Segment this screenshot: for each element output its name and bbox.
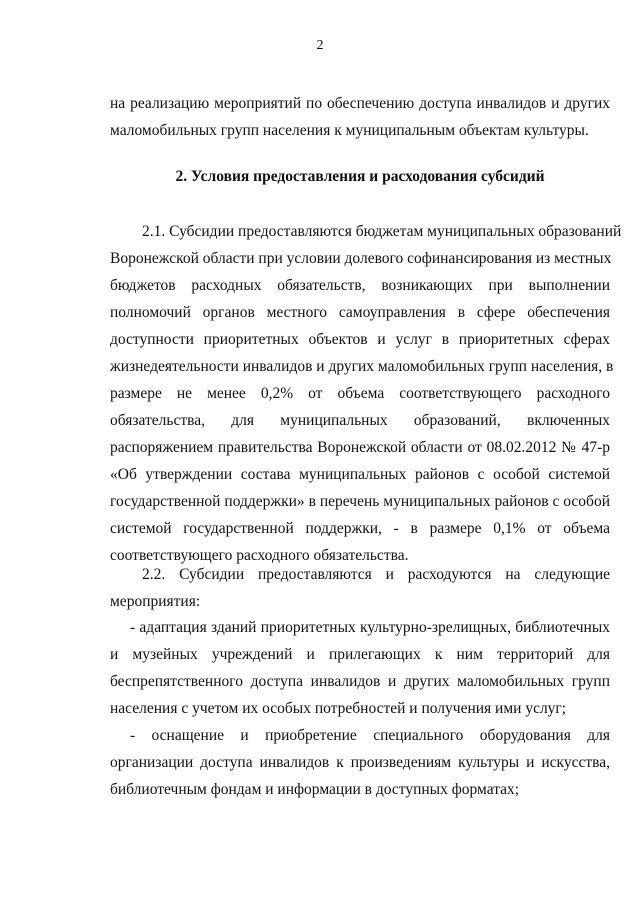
list-item-adaptation bbox=[110, 614, 610, 722]
text-line: библиотечным фондам и информации в доступных форматах; bbox=[110, 781, 520, 798]
text-line: доступности приоритетных объектов и услуг в приоритетных сферах bbox=[110, 331, 610, 348]
intro-paragraph bbox=[110, 90, 610, 144]
text-line: государственной поддержки» в перечень муниципальных районов с особой bbox=[110, 493, 610, 510]
text-line: - адаптация зданий приоритетных культурно-зрелищных, библиотечных bbox=[130, 619, 610, 636]
paragraph-2-1 bbox=[110, 218, 622, 569]
text-line: населения с учетом их особых потребностей и получения ими услуг; bbox=[110, 700, 567, 717]
text-line: размере не менее 0,2% от объема соответствующего расходного bbox=[110, 385, 610, 402]
text-line: соответствующего расходного обязательства. bbox=[110, 547, 409, 564]
text-line: - оснащение и приобретение специального оборудования для bbox=[130, 727, 610, 744]
text-line: маломобильных групп населения к муниципальным объектам культуры. bbox=[110, 122, 589, 139]
text-line: «Об утверждении состава муниципальных районов с особой системой bbox=[110, 466, 610, 483]
section-heading: 2. Условия предоставления и расходования субсидий bbox=[175, 168, 545, 185]
text-line: 2.1. Субсидии предоставляются бюджетам муниципальных образований bbox=[142, 223, 622, 240]
text-line: и музейных учреждений и прилегающих к ним территорий для bbox=[110, 646, 610, 663]
text-line: беспрепятственного доступа инвалидов и других маломобильных групп bbox=[110, 673, 610, 690]
text-line: Воронежской области при условии долевого софинансирования из местных bbox=[110, 250, 612, 267]
paragraph-2-2 bbox=[110, 561, 610, 615]
text-line: мероприятия: bbox=[110, 593, 201, 610]
text-line: на реализацию мероприятий по обеспечению доступа инвалидов и других bbox=[110, 95, 610, 112]
list-item-equipment bbox=[110, 722, 610, 803]
text-line: системой государственной поддержки, - в размере 0,1% от объема bbox=[110, 520, 610, 537]
text-line: распоряжением правительства Воронежской области от 08.02.2012 № 47-р bbox=[110, 439, 610, 456]
text-line: жизнедеятельности инвалидов и других маломобильных групп населения, в bbox=[110, 358, 614, 375]
text-line: организации доступа инвалидов к произведениям культуры и искусства, bbox=[110, 754, 610, 771]
page-number: 2 bbox=[316, 38, 324, 53]
text-line: полномочий органов местного самоуправления в сфере обеспечения bbox=[110, 304, 610, 321]
text-line: 2.2. Субсидии предоставляются и расходуются на следующие bbox=[142, 566, 610, 583]
text-line: бюджетов расходных обязательств, возникающих при выполнении bbox=[110, 277, 610, 294]
text-line: обязательства, для муниципальных образований, включенных bbox=[110, 412, 610, 429]
